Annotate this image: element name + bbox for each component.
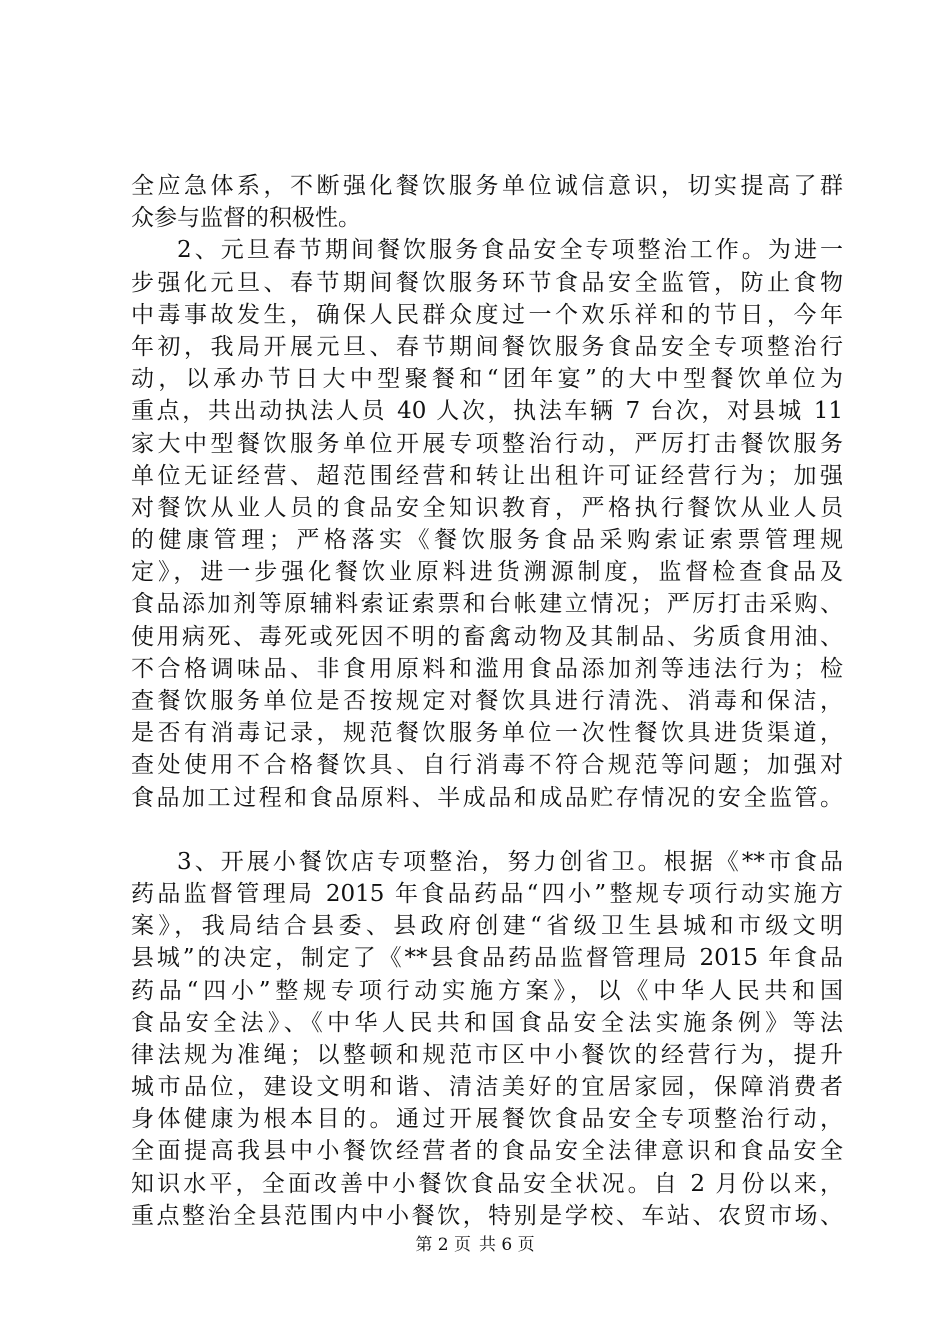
text-line: 重点整治全县范围内中小餐饮，特别是学校、车站、农贸市场、 — [131, 1202, 843, 1229]
paragraph-2 — [131, 234, 843, 813]
text-line: 是否有消毒记录，规范餐饮服务单位一次性餐饮具进货渠道， — [131, 720, 843, 747]
text-line: 案》，我局结合县委、县政府创建“省级卫生县城和市级文明 — [131, 913, 843, 940]
text-line: 全应急体系，不断强化餐饮服务单位诚信意识，切实提高了群 — [131, 173, 843, 199]
text-line: 家大中型餐饮服务单位开展专项整治行动，严厉打击餐饮服务 — [131, 430, 843, 457]
text-line: 城市品位，建设文明和谐、清洁美好的宜居家园，保障消费者 — [131, 1074, 843, 1101]
text-line: 单位无证经营、超范围经营和转让出租许可证经营行为；加强 — [131, 462, 843, 489]
text-line: 众参与监督的积极性。 — [131, 205, 361, 232]
text-line: 食品加工过程和食品原料、半成品和成品贮存情况的安全监管。 — [131, 784, 843, 811]
text-line: 重点，共出动执法人员 40 人次，执法车辆 7 台次，对县城 11 — [131, 398, 843, 425]
text-line: 食品安全法》、《中华人民共和国食品安全法实施条例》等法 — [131, 1009, 843, 1036]
page-footer — [0, 1234, 950, 1256]
text-line: 年初，我局开展元旦、春节期间餐饮服务食品安全专项整治行 — [131, 333, 843, 360]
text-line: 药品监督管理局 2015 年食品药品“四小”整规专项行动实施方 — [131, 880, 843, 907]
document-body — [131, 170, 843, 1232]
text-line: 身体健康为根本目的。通过开展餐饮食品安全专项整治行动， — [131, 1106, 843, 1133]
page-total: 共 6 页 — [479, 1235, 535, 1255]
text-line: 药品“四小”整规专项行动实施方案》，以《中华人民共和国 — [131, 977, 843, 1004]
text-line: 的健康管理；严格落实《餐饮服务食品采购索证索票管理规 — [131, 527, 843, 554]
text-line: 定》，进一步强化餐饮业原料进货溯源制度，监督检查食品及 — [131, 559, 843, 586]
text-line: 食品添加剂等原辅料索证索票和台帐建立情况；严厉打击采购、 — [131, 591, 843, 618]
page-number: 第 2 页 — [415, 1235, 471, 1255]
paragraph-3 — [131, 846, 843, 1232]
text-line: 全面提高我县中小餐饮经营者的食品安全法律意识和食品安全 — [131, 1138, 843, 1165]
text-line: 3、开展小餐饮店专项整治，努力创省卫。根据《**市食品 — [177, 848, 843, 875]
text-line: 不合格调味品、非食用原料和滥用食品添加剂等违法行为；检 — [131, 655, 843, 682]
text-line: 使用病死、毒死或死因不明的畜禽动物及其制品、劣质食用油、 — [131, 623, 843, 650]
text-line: 律法规为准绳；以整顿和规范市区中小餐饮的经营行为，提升 — [131, 1041, 843, 1068]
paragraph-1 — [131, 170, 843, 234]
text-line: 县城”的决定，制定了《**县食品药品监督管理局 2015 年食品 — [131, 945, 843, 972]
text-line: 对餐饮从业人员的食品安全知识教育，严格执行餐饮从业人员 — [131, 494, 843, 521]
text-line: 查餐饮服务单位是否按规定对餐饮具进行清洗、消毒和保洁， — [131, 688, 843, 714]
text-line: 知识水平，全面改善中小餐饮食品安全状况。自 2 月份以来， — [131, 1170, 843, 1197]
text-line: 步强化元旦、春节期间餐饮服务环节食品安全监管，防止食物 — [131, 269, 843, 296]
text-line: 中毒事故发生，确保人民群众度过一个欢乐祥和的节日，今年 — [131, 301, 843, 328]
text-line: 动，以承办节日大中型聚餐和“团年宴”的大中型餐饮单位为 — [131, 366, 843, 393]
text-line: 查处使用不合格餐饮具、自行消毒不符合规范等问题；加强对 — [131, 752, 843, 779]
paragraph-spacer — [131, 814, 843, 846]
text-line: 2、元旦春节期间餐饮服务食品安全专项整治工作。为进一 — [177, 237, 843, 264]
